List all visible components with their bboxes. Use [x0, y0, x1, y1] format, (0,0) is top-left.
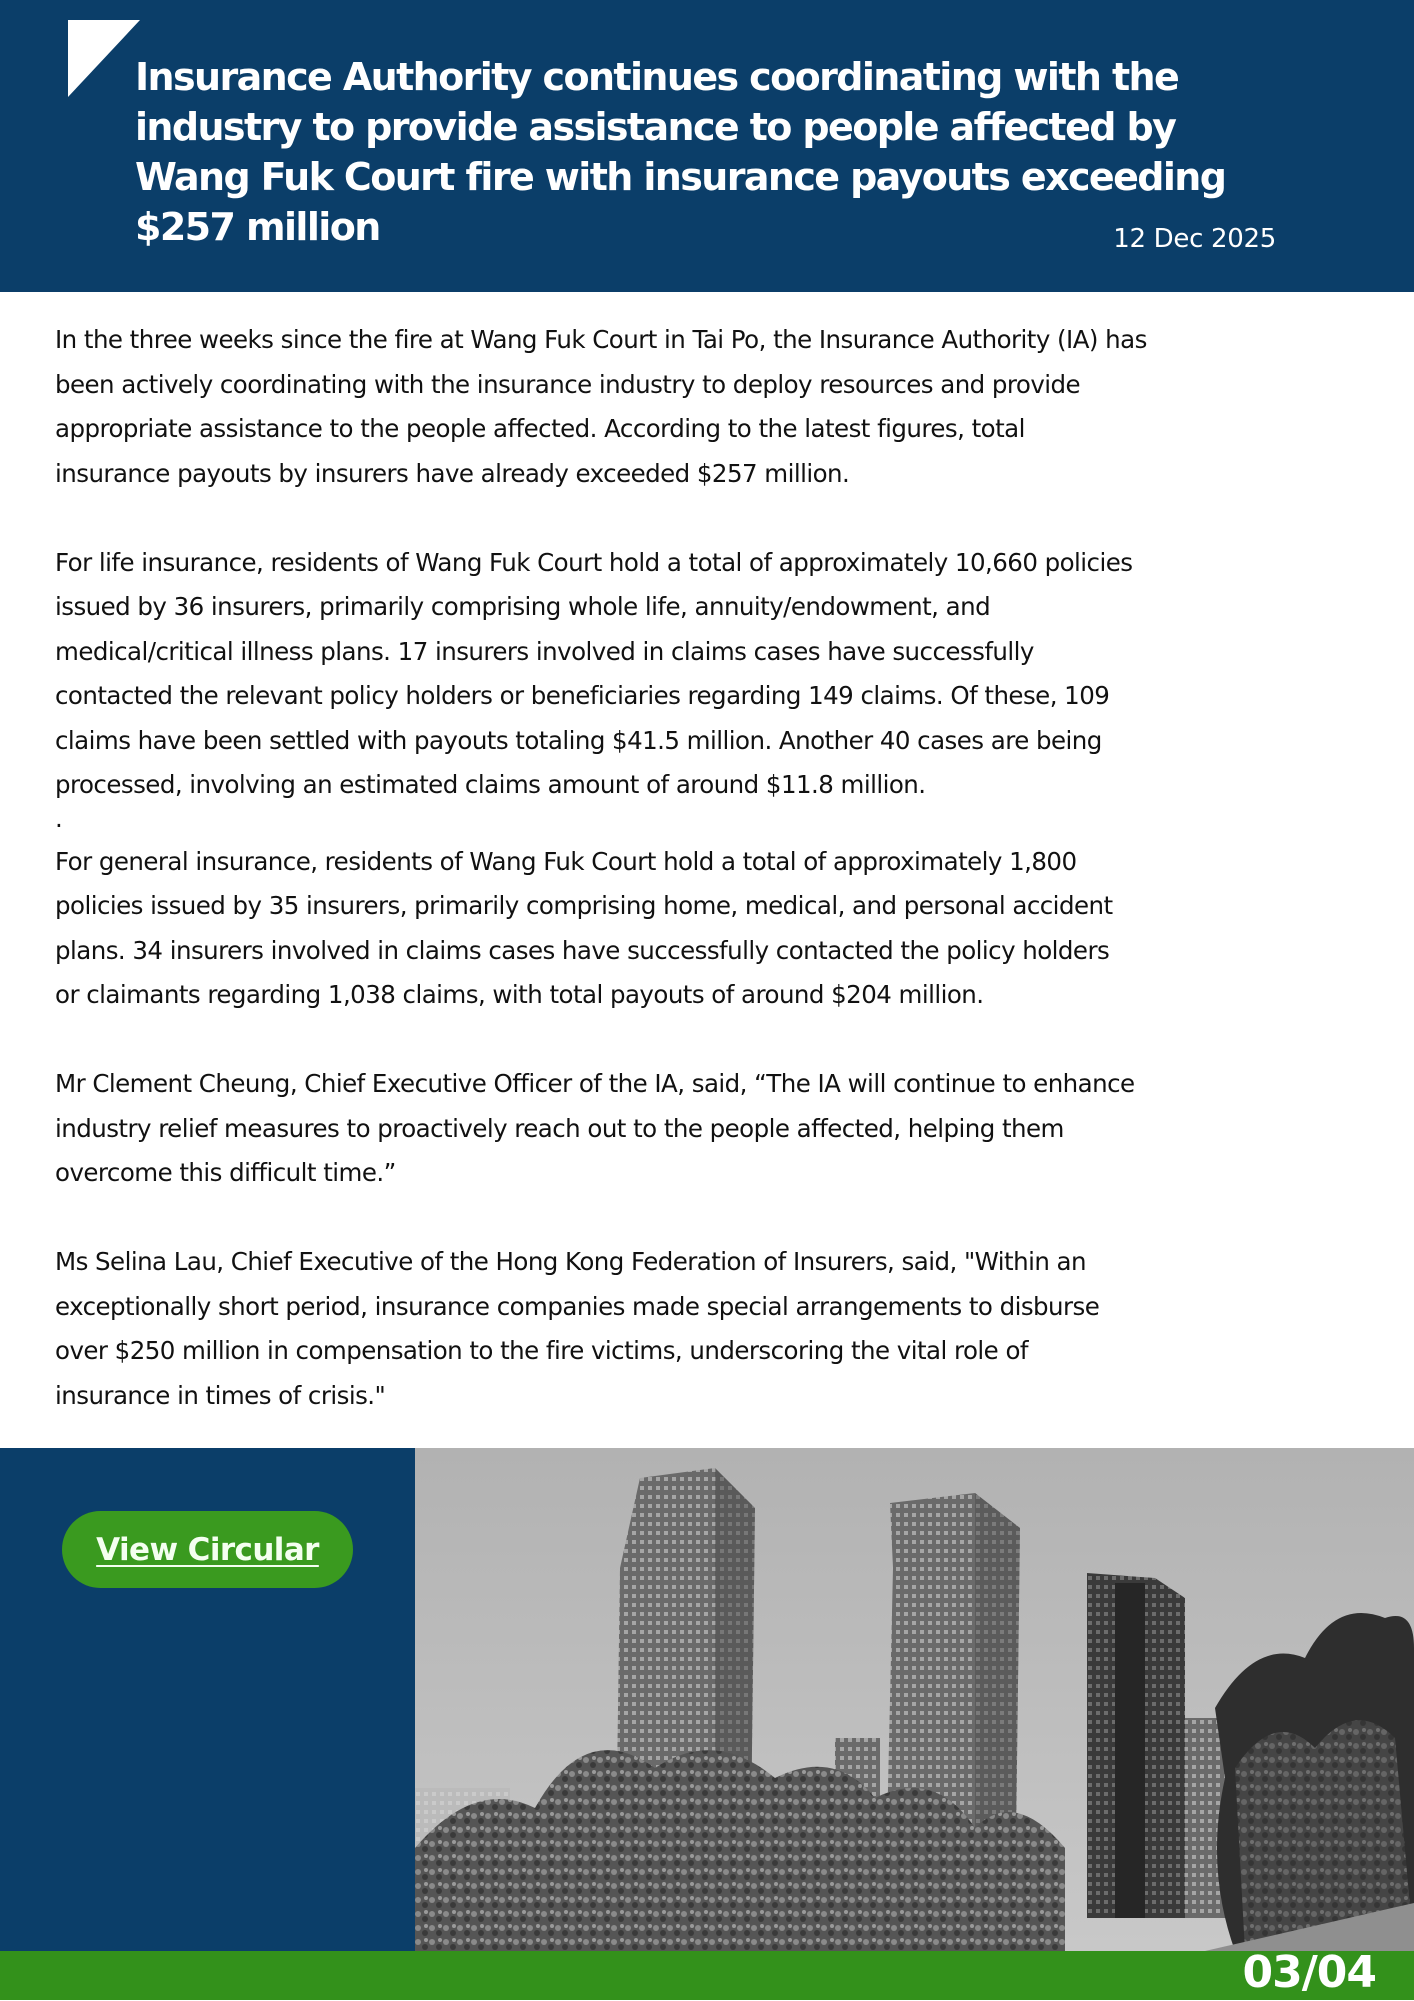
- text-line: industry relief measures to proactively reach out to the people affected, helping them: [55, 1113, 1064, 1143]
- cta-panel: [0, 1448, 415, 1951]
- view-circular-button[interactable]: View Circular: [62, 1511, 353, 1588]
- text-line: overcome this difficult time.”: [55, 1158, 396, 1187]
- paragraph-quote-ceo: [55, 1062, 1395, 1196]
- text-line: contacted the relevant policy holders or beneficiaries regarding 149 claims. Of these, 109: [55, 681, 1110, 710]
- stray-period: [55, 803, 1395, 840]
- page-title: [135, 52, 1335, 252]
- text-line: over $250 million in compensation to the fire victims, underscoring the vital role of: [55, 1336, 1028, 1365]
- paragraph-spacer: [55, 1018, 1395, 1063]
- header-banner: [0, 0, 1414, 292]
- paragraph-quote-hkfi: [55, 1240, 1395, 1418]
- title-line: industry to provide assistance to people affected by: [135, 105, 1176, 149]
- text-line: exceptionally short period, insurance companies made special arrangements to disburse: [55, 1291, 1100, 1321]
- title-line: Insurance Authority continues coordinating with the: [135, 55, 1179, 99]
- text-line: policies issued by 35 insurers, primarily comprising home, medical, and personal accident: [55, 891, 1113, 920]
- paragraph-life-insurance: [55, 541, 1395, 808]
- paragraph-spacer: [55, 496, 1395, 541]
- footer-bar: [0, 1947, 1414, 2000]
- paragraph-intro: [55, 318, 1395, 496]
- text-line: .: [55, 803, 63, 833]
- article-body: [55, 318, 1395, 1418]
- title-line: Wang Fuk Court fire with insurance payouts exceeding: [135, 155, 1226, 199]
- text-line: insurance payouts by insurers have already exceeded $257 million.: [55, 458, 850, 488]
- text-line: issued by 36 insurers, primarily comprising whole life, annuity/endowment, and: [55, 592, 991, 621]
- text-line: medical/critical illness plans. 17 insurers involved in claims cases have successfully: [55, 636, 1034, 666]
- building-photo-illustration: [415, 1448, 1414, 1951]
- text-line: Mr Clement Cheung, Chief Executive Officer of the IA, said, “The IA will continue to enhance: [55, 1069, 1135, 1098]
- triangle-corner-icon: [68, 20, 140, 97]
- text-line: For general insurance, residents of Wang Fuk Court hold a total of approximately 1,800: [55, 846, 1077, 876]
- publish-date: 12 Dec 2025: [1113, 224, 1276, 254]
- text-line: or claimants regarding 1,038 claims, with total payouts of around $204 million.: [55, 980, 984, 1009]
- text-line: For life insurance, residents of Wang Fuk Court hold a total of approximately 10,660 policies: [55, 547, 1133, 577]
- text-line: Ms Selina Lau, Chief Executive of the Hong Kong Federation of Insurers, said, "Within an: [55, 1247, 1087, 1276]
- text-line: been actively coordinating with the insurance industry to deploy resources and provide: [55, 369, 1081, 399]
- text-line: In the three weeks since the fire at Wang Fuk Court in Tai Po, the Insurance Authority (IA) has: [55, 325, 1147, 354]
- text-line: plans. 34 insurers involved in claims cases have successfully contacted the policy holders: [55, 935, 1110, 965]
- text-line: claims have been settled with payouts totaling $41.5 million. Another 40 cases are being: [55, 725, 1102, 755]
- title-line: $257 million: [135, 205, 380, 249]
- paragraph-spacer: [55, 1196, 1395, 1241]
- text-line: insurance in times of crisis.": [55, 1380, 386, 1410]
- building-photo: [415, 1448, 1414, 1951]
- text-line: appropriate assistance to the people affected. According to the latest figures, total: [55, 414, 1025, 443]
- paragraph-general-insurance: [55, 840, 1395, 1018]
- text-line: processed, involving an estimated claims amount of around $11.8 million.: [55, 770, 926, 799]
- page-number: 03/04: [1242, 1947, 1376, 1998]
- bottom-section: [0, 1448, 1414, 1951]
